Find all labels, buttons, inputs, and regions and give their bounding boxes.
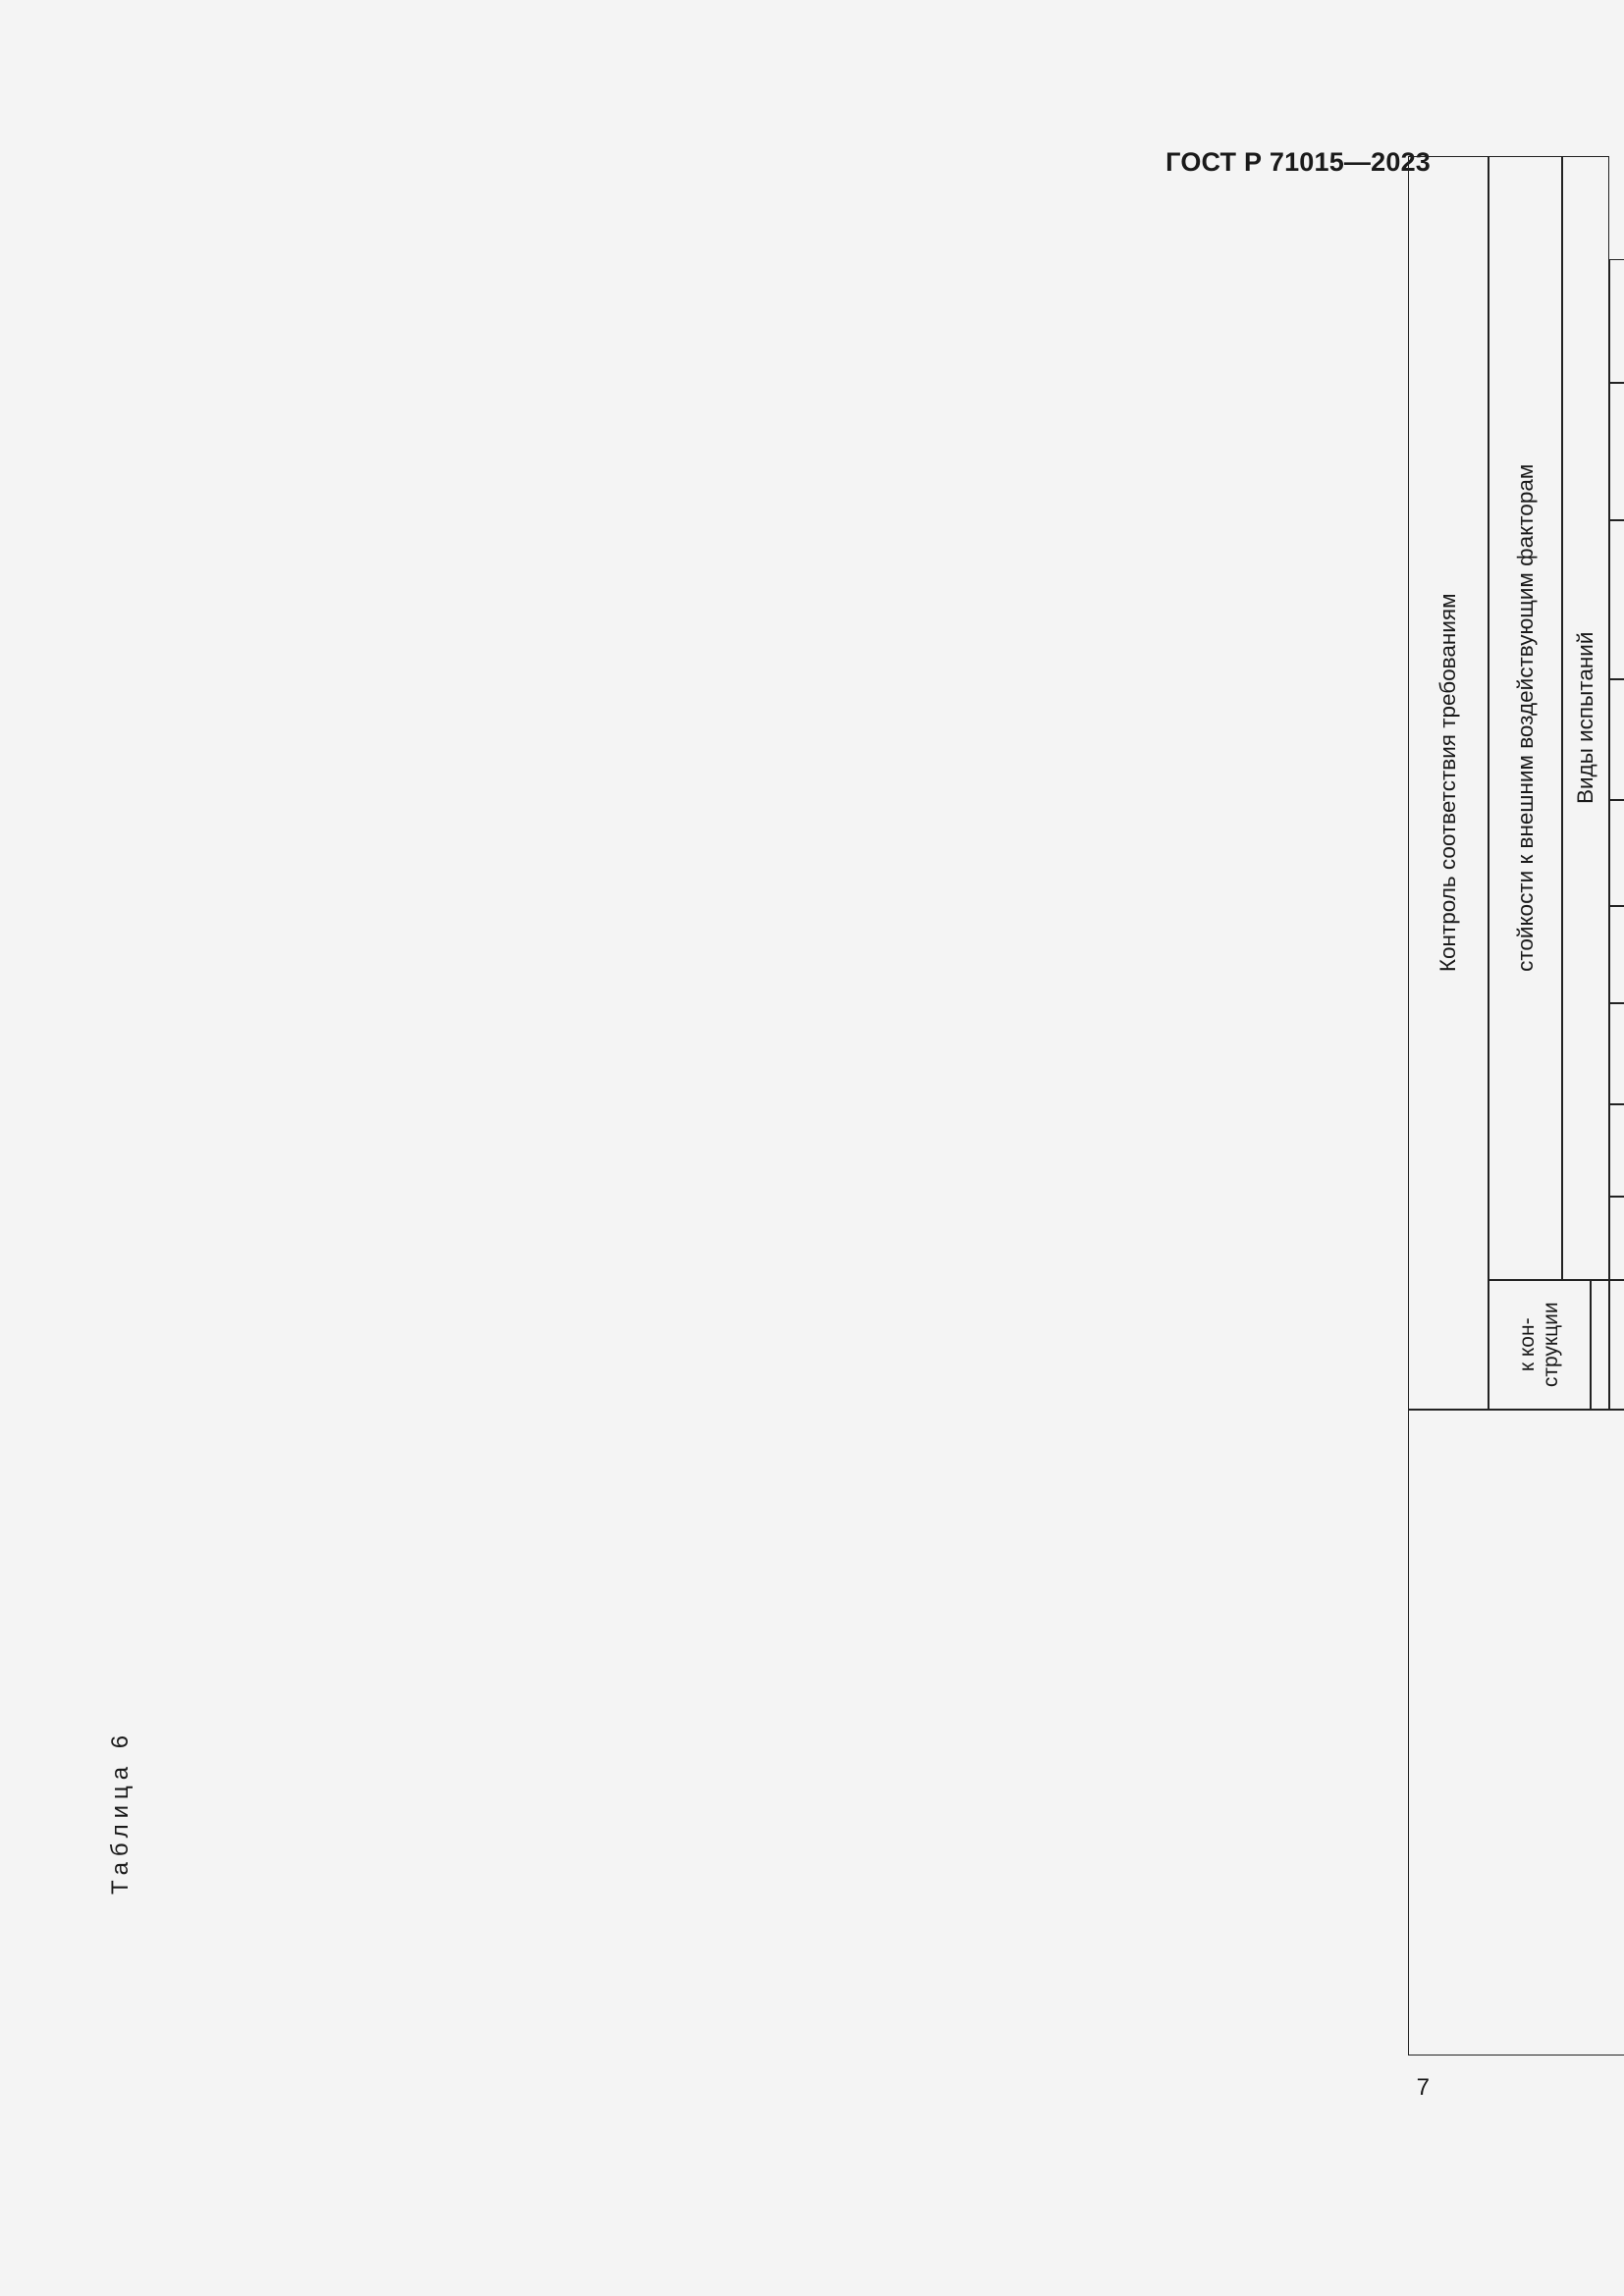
test-header-10 <box>1609 259 1624 383</box>
test-types-header <box>1562 156 1609 1280</box>
construction-header-text-2: струкции <box>1540 1302 1563 1388</box>
test-header-6 <box>1609 800 1624 906</box>
table-caption: Таблица 6 <box>107 1729 134 1895</box>
test-header-7 <box>1609 679 1624 800</box>
resistance-header <box>1489 156 1562 1280</box>
construction-blank <box>1591 1280 1609 1410</box>
rotated-table-frame <box>1409 0 1624 2055</box>
resistance-header-text: стойкости к внешним воздействующим факторам <box>1512 463 1538 972</box>
test-header-2 <box>1609 1197 1624 1280</box>
control-header <box>1408 156 1489 1410</box>
page-number: 7 <box>1416 2074 1430 2101</box>
test-header-5 <box>1609 906 1624 1003</box>
test-header-8 <box>1609 520 1624 679</box>
construction-header-wrap <box>1516 1302 1563 1387</box>
param-name-header <box>1408 1410 1624 2056</box>
test-header-1 <box>1609 1280 1624 1410</box>
control-header-text: Контроль соответствия требованиям <box>1435 593 1461 973</box>
test-types-header-text: Виды испытаний <box>1573 631 1598 805</box>
test-header-9 <box>1609 383 1624 520</box>
document-code: ГОСТ Р 71015—2023 <box>1165 147 1431 177</box>
test-header-4 <box>1609 1003 1624 1104</box>
construction-header <box>1489 1280 1591 1410</box>
construction-header-text: к кон- <box>1516 1317 1540 1372</box>
test-header-3 <box>1609 1104 1624 1197</box>
